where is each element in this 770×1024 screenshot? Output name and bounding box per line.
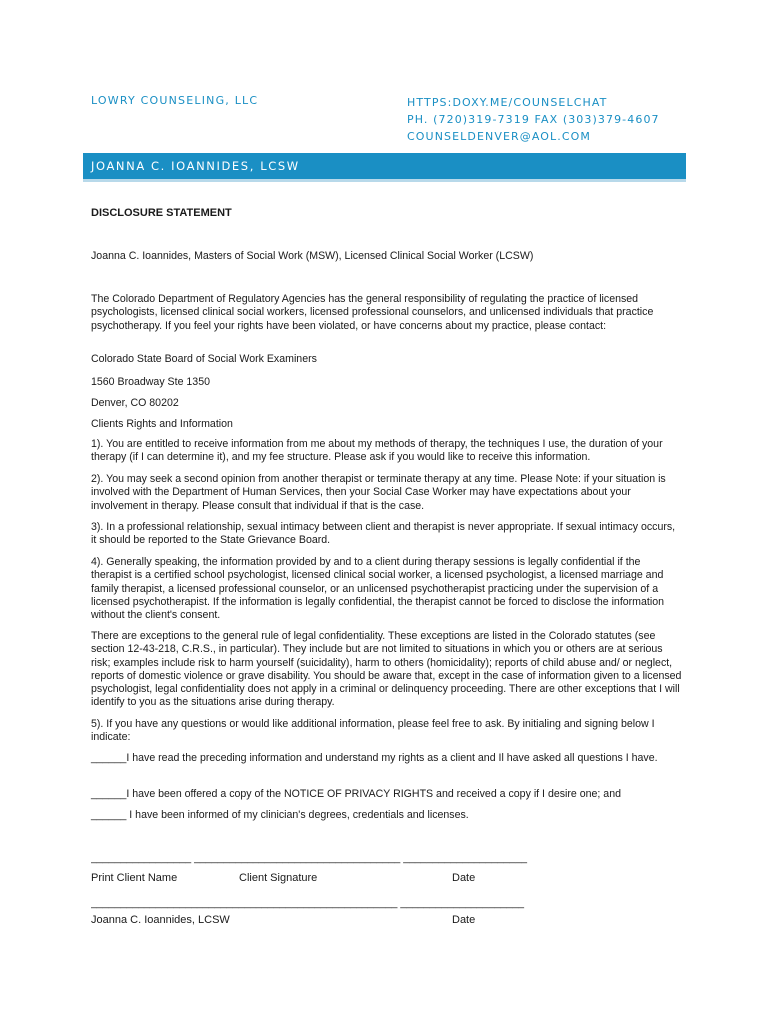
name-banner [83,153,686,182]
board-city: Denver, CO 80202 [91,397,179,409]
client-signature-line[interactable]: _________________ ___________________________________ _____________________ [91,852,527,864]
phone-fax: PH. (720)319-7319 FAX (303)379-4607 [407,113,660,126]
website-link[interactable]: HTTPS:DOXY.ME/COUNSELCHAT [407,96,608,109]
print-client-name-label: Print Client Name [91,872,178,884]
rights-heading: Clients Rights and Information [91,418,233,430]
rights-item-4: 4). Generally speaking, the information provided by and to a client during therapy sessions is legally confidential if the therapist is a certified school psychologist, licensed clinical social worker, a licensed psychologist, a licensed marriage and family therapist, a licensed professional counselor, or an unlicensed psychotherapist practicing under the supervision of a licensed psychotherapist. If the information is legally confidential, the therapist cannot be forced to disclose the information without the client's consent. [91,556,664,622]
rights-item-2: 2). You may seek a second opinion from another therapist or terminate therapy at any time. Please Note: if your situation is involved with the Department of Human Services, then your Social Case Worker may have expectations about your involvement in therapy. Please consult that individual if that is the case. [91,473,666,512]
date-label-client: Date [452,872,476,884]
document-title: DISCLOSURE STATEMENT [91,207,232,219]
company-name: LOWRY COUNSELING, LLC [91,94,259,107]
rights-item-1: 1). You are entitled to receive information from me about my methods of therapy, the techniques I use, the duration of your therapy (if I can determine it), and my fee structure. Please ask if you would like to receive this information. [91,438,663,464]
clinician-name: JOANNA C. IOANNIDES, LCSW [91,159,300,173]
email-link[interactable]: COUNSELDENVER@AOL.COM [407,130,591,143]
acknowledgement-3[interactable]: ______ I have been informed of my clinician's degrees, credentials and licenses. [91,809,469,821]
rights-item-3: 3). In a professional relationship, sexual intimacy between client and therapist is never appropriate. If sexual intimacy occurs, it should be reported to the State Grievance Board. [91,521,676,547]
board-name: Colorado State Board of Social Work Examiners [91,353,317,365]
acknowledgement-2[interactable]: ______I have been offered a copy of the NOTICE OF PRIVACY RIGHTS and received a copy if I desire one; and [91,788,621,800]
credentials-line: Joanna C. Ioannides, Masters of Social Work (MSW), Licensed Clinical Social Worker (LCSW) [91,250,534,262]
exceptions-paragraph: There are exceptions to the general rule of legal confidentiality. These exceptions are listed in the Colorado statutes (see section 12-43-218, C.R.S., in particular). They include but are not limited to situations in which you or others are at serious risk; examples include risk to harm yourself (suicidality), harm to others (homicidality); reports of child abuse and/ or neglect, reports of domestic violence or grave disability. You should be aware that, except in the case of information given to a licensed psychologist, legal confidentiality does not apply in a criminal or delinquency proceeding. There are other exceptions that I will identify to you as the situations arise during therapy. [91,630,682,709]
contact-block [407,94,660,145]
rights-item-5: 5). If you have any questions or would like additional information, please feel free to ask. By initialing and signing below I indicate: [91,718,655,744]
clinician-name-label: Joanna C. Ioannides, LCSW [91,914,230,926]
client-signature-label: Client Signature [239,872,318,884]
clinician-signature-line[interactable]: ____________________________________________________ _____________________ [91,897,525,909]
date-label-clinician: Date [452,914,476,926]
board-street: 1560 Broadway Ste 1350 [91,376,210,388]
acknowledgement-1[interactable]: ______I have read the preceding information and understand my rights as a client and Il have asked all questions I have. [91,752,658,764]
regulation-paragraph: The Colorado Department of Regulatory Agencies has the general responsibility of regulating the practice of licensed psychologists, licensed clinical social workers, licensed professional counselors, and unlicensed individuals that practice psychotherapy. If you feel your rights have been violated, or have concerns about my practice, please contact: [91,293,654,332]
